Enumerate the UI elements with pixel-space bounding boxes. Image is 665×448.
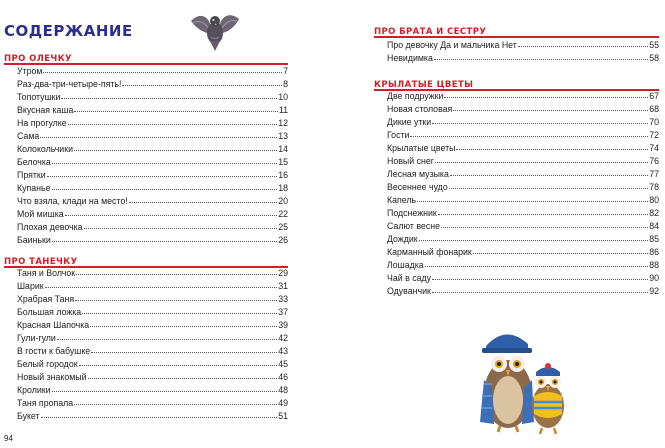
section-title-olechka: ПРО ОЛЕЧКУ [4,54,72,64]
dot-leader [410,128,648,137]
toc-entry-title: Белый городок [17,359,78,369]
toc-list-tanechka [17,267,288,423]
toc-entry-page-number: 88 [649,260,659,270]
toc-entry-title: Вкусная каша [17,105,74,115]
page-number: 94 [4,434,13,443]
dot-leader [43,64,282,73]
dot-leader [456,141,648,150]
toc-entry-page-number: 16 [278,170,288,180]
dot-leader [473,245,648,254]
dot-leader [61,90,277,99]
toc-entry-title: Большая ложка [17,307,82,317]
toc-entry-title: Чай в саду [387,273,432,283]
toc-entry-page-number: 31 [278,281,288,291]
dot-leader [417,193,648,202]
toc-entry-page-number: 14 [278,144,288,154]
toc-entry-title: Новый снег [387,156,434,166]
toc-entry-page-number: 51 [278,411,288,421]
dot-leader [45,279,278,288]
toc-entry-title: Одуванчик [387,286,431,296]
dot-leader [438,206,648,215]
toc-entry-title: Утром [17,66,43,76]
dot-leader [52,181,278,190]
toc-entry[interactable] [17,410,288,423]
dot-leader [74,142,277,151]
toc-entry-page-number: 25 [278,222,288,232]
toc-entry-title: Прятки [17,170,46,180]
toc-entry-page-number: 86 [649,247,659,257]
dot-leader [444,89,648,98]
toc-entry-page-number: 33 [278,294,288,304]
toc-entry-title: Карманный фонарик [387,247,472,257]
toc-entry-title: Что взяла, клади на место! [17,196,128,206]
dot-leader [90,318,277,327]
toc-entry-page-number: 92 [649,286,659,296]
toc-entry-page-number: 20 [278,196,288,206]
toc-entry-title: Букет [17,411,40,421]
dot-leader [57,331,277,340]
toc-entry-title: Про девочку Да и мальчика Нет [387,40,517,50]
dot-leader [79,357,278,366]
dot-leader [518,38,648,47]
toc-entry-page-number: 55 [649,40,659,50]
dot-leader [74,396,277,405]
dot-leader [129,194,278,203]
toc-entry-title: Капель [387,195,417,205]
toc-entry-page-number: 22 [278,209,288,219]
toc-list-olechka [17,65,288,247]
toc-entry-title: Дикие утки [387,117,432,127]
toc-entry[interactable] [387,285,659,298]
toc-entry-title: Храбрая Таня [17,294,75,304]
toc-entry-title: Топотушки [17,92,61,102]
dot-leader [432,271,648,280]
dot-leader [88,370,278,379]
toc-entry-page-number: 77 [649,169,659,179]
toc-entry-page-number: 76 [649,156,659,166]
dot-leader [425,258,649,267]
owls-illustration [470,318,578,436]
toc-entry-page-number: 15 [278,157,288,167]
toc-entry-page-number: 90 [649,273,659,283]
toc-entry-page-number: 11 [278,105,288,115]
toc-entry-title: Гости [387,130,410,140]
dot-leader [47,168,278,177]
toc-entry-title: Раз-два-три-четыре-пять! [17,79,122,89]
toc-entry-page-number: 37 [278,307,288,317]
dot-leader [432,284,648,293]
toc-entry-title: Сама [17,131,40,141]
toc-entry-page-number: 13 [278,131,288,141]
dot-leader [74,103,278,112]
toc-entry-page-number: 45 [278,359,288,369]
toc-entry-title: Весеннее чудо [387,182,448,192]
dot-leader [449,180,648,189]
dot-leader [52,233,277,242]
toc-entry-page-number: 58 [649,53,659,63]
section-title-brat-sestra: ПРО БРАТА И СЕСТРУ [374,27,487,37]
dot-leader [432,115,648,124]
dot-leader [435,154,648,163]
toc-entry-page-number: 12 [278,118,288,128]
dot-leader [41,409,278,418]
toc-entry-title: Лошадка [387,260,424,270]
toc-entry-title: Плохая девочка [17,222,83,232]
toc-entry-title: Дождик [387,234,418,244]
dot-leader [84,220,278,229]
toc-entry-page-number: 82 [649,208,659,218]
toc-entry-page-number: 84 [649,221,659,231]
dot-leader [441,219,648,228]
toc-entry-title: Мой мишка [17,209,64,219]
dot-leader [65,207,278,216]
toc-entry-title: Белочка [17,157,51,167]
toc-entry-page-number: 85 [649,234,659,244]
toc-entry-page-number: 80 [649,195,659,205]
toc-entry-page-number: 43 [278,346,288,356]
toc-entry-title: Кролики [17,385,51,395]
dot-leader [434,51,648,60]
toc-entry-title: Две подружки [387,91,444,101]
dot-leader [76,266,277,275]
toc-entry-page-number: 49 [278,398,288,408]
toc-entry-page-number: 8 [283,79,288,89]
toc-entry-title: Колокольчики [17,144,73,154]
toc-entry-page-number: 42 [278,333,288,343]
toc-entry-title: Невидимка [387,53,433,63]
toc-entry-page-number: 46 [278,372,288,382]
toc-list-brat-sestra [387,39,659,65]
toc-entry-title: Баиньки [17,235,51,245]
toc-entry-page-number: 18 [278,183,288,193]
section-title-krylatye-tsvety: КРЫЛАТЫЕ ЦВЕТЫ [374,80,474,90]
toc-entry-title: Крылатые цветы [387,143,456,153]
toc-entry-title: Красная Шапочка [17,320,90,330]
toc-entry-page-number: 68 [649,104,659,114]
dot-leader [52,155,277,164]
page-title: СОДЕРЖАНИЕ [4,22,133,40]
dot-leader [68,116,278,125]
toc-entry-page-number: 10 [278,92,288,102]
toc-entry[interactable] [387,52,659,65]
toc-entry-title: Лесная музыка [387,169,449,179]
toc-entry-page-number: 67 [649,91,659,101]
toc-entry-page-number: 72 [649,130,659,140]
dot-leader [122,77,282,86]
toc-entry-page-number: 48 [278,385,288,395]
pigeon-illustration [187,7,243,53]
dot-leader [52,383,278,392]
dot-leader [450,167,648,176]
toc-entry-page-number: 7 [283,66,288,76]
dot-leader [453,102,648,111]
dot-leader [40,129,277,138]
toc-entry-title: На прогулке [17,118,67,128]
toc-entry-page-number: 74 [649,143,659,153]
toc-entry-title: Гули-гули [17,333,56,343]
dot-leader [419,232,649,241]
toc-entry-title: Таня пропала [17,398,74,408]
toc-entry-page-number: 29 [278,268,288,278]
toc-entry-title: Купанье [17,183,51,193]
toc-entry-title: Шарик [17,281,44,291]
dot-leader [82,305,277,314]
dot-leader [75,292,277,301]
toc-entry-title: В гости к бабушке [17,346,91,356]
toc-entry-title: Салют весне [387,221,440,231]
toc-entry-title: Подснежник [387,208,437,218]
toc-entry-page-number: 70 [649,117,659,127]
toc-entry-page-number: 78 [649,182,659,192]
dot-leader [91,344,277,353]
toc-entry-page-number: 39 [278,320,288,330]
toc-entry[interactable] [17,234,288,247]
toc-entry-page-number: 26 [278,235,288,245]
toc-entry-title: Таня и Волчок [17,268,76,278]
toc-entry-title: Новый знакомый [17,372,87,382]
toc-list-krylatye-tsvety [387,90,659,298]
section-title-tanechka: ПРО ТАНЕЧКУ [4,257,78,267]
toc-entry-title: Новая столовая [387,104,453,114]
